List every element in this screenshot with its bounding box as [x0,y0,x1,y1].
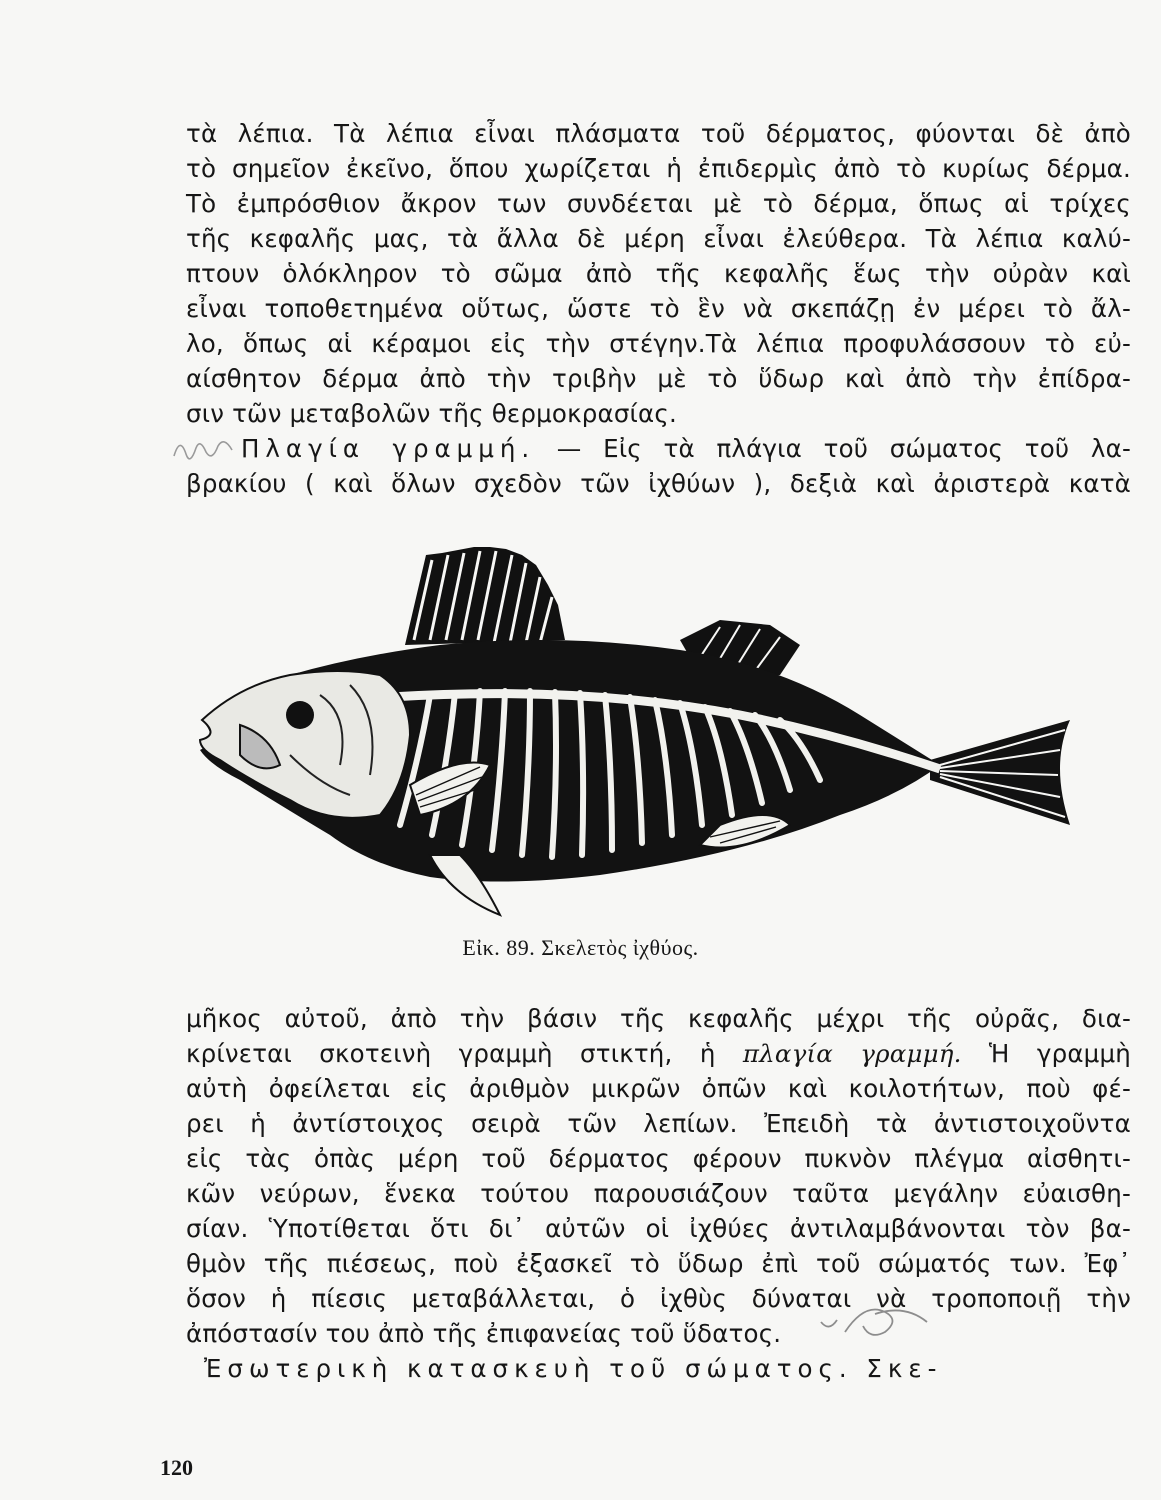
page-number: 120 [160,1455,193,1480]
text-line: ὅσον ἡ πίεσις μεταβάλλεται, ὁ ἰχθὺς δύναται νὰ τροποποιῇ τὴν [186,1284,1131,1313]
heading-internal-structure: Ἐσωτερικὴ κατασκευὴ τοῦ σώματος. [204,1354,853,1383]
text-line: τὰ λέπια. Τὰ λέπια εἶναι πλάσματα τοῦ δέρματος, φύονται δὲ ἀπὸ [186,119,1131,148]
text-line: θμὸν τῆς πιέσεως, ποὺ ἐξασκεῖ τὸ ὕδωρ ἐπὶ τοῦ σώματός των. Ἐφ᾽ [186,1249,1131,1278]
text-line: ρει ἡ ἀντίστοιχος σειρὰ τῶν λεπίων. Ἐπειδὴ τὰ ἀντιστοιχοῦντα [186,1109,1131,1138]
figure-caption: Εἰκ. 89. Σκελετὸς ἰχθύος. [462,935,699,960]
text-fragment: — Εἰς τὰ πλάγια τοῦ σώματος τοῦ λα- [535,434,1131,463]
text-line: λο, ὅπως αἱ κέραμοι εἰς τὴν στέγην.Τὰ λέπια προφυλάσσουν τὸ εὐ- [186,329,1131,358]
text-fragment: Σκε- [852,1354,943,1383]
emphasis-term: πλαγία γραμμή. [742,1039,962,1068]
text-line: ἀπόστασίν του ἀπὸ τῆς ἐπιφανείας τοῦ ὕδατος. [186,1319,782,1348]
text-line: σιν τῶν μεταβολῶν τῆς θερμοκρασίας. [186,399,677,428]
pencil-scribble [815,1292,935,1352]
handwritten-scribble [170,426,245,471]
text-line: εἶναι τοποθετημένα οὕτως, ὥστε τὸ ἓν νὰ σκεπάζῃ ἐν μέρει τὸ ἄλ- [186,294,1131,323]
text-line: αίσθητον δέρμα ἀπὸ τὴν τριβὴν μὲ τὸ ὕδωρ καὶ ἀπὸ τὴν ἐπίδρα- [186,364,1131,393]
fish-skeleton-illustration [180,525,1080,935]
text-fragment: Ἡ γραμμὴ [961,1039,1131,1068]
text-line: Τὸ ἐμπρόσθιον ἄκρον των συνδέεται μὲ τὸ δέρμα, ὅπως αἱ τρίχες [186,189,1131,218]
text-line: μῆκος αὐτοῦ, ἀπὸ τὴν βάσιν τῆς κεφαλῆς μέχρι τῆς οὐρᾶς, δια- [186,1004,1131,1033]
heading-lateral-line: Πλαγία γραμμή. [241,434,536,463]
text-line: σίαν. Ὑποτίθεται ὅτι δι᾽ αὐτῶν οἱ ἰχθύες ἀντιλαμβάνονται τὸν βα- [186,1214,1131,1243]
text-line [186,1036,1131,1071]
text-line: τῆς κεφαλῆς μας, τὰ ἄλλα δὲ μέρη εἶναι ἐλεύθερα. Τὰ λέπια καλύ- [186,224,1131,253]
lateral-line-paragraph-start [186,431,1131,466]
paragraph-lateral-line [186,1001,1131,1386]
text-line: αὐτὴ ὀφείλεται εἰς ἀριθμὸν μικρῶν ὀπῶν καὶ κοιλοτήτων, ποὺ φέ- [186,1074,1131,1103]
text-line: τὸ σημεῖον ἐκεῖνο, ὅπου χωρίζεται ἡ ἐπιδερμὶς ἀπὸ τὸ κυρίως δέρμα. [186,154,1131,183]
text-fragment: κρίνεται σκοτεινὴ γραμμὴ στικτή, ἡ [186,1039,743,1068]
text-line: εἰς τὰς ὀπὰς μέρη τοῦ δέρματος φέρουν πυκνὸν πλέγμα αἰσθητι- [186,1144,1131,1173]
internal-structure-paragraph-start [186,1351,1131,1386]
text-line: βρακίου ( καὶ ὅλων σχεδὸν τῶν ἰχθύων ), δεξιὰ καὶ ἀριστερὰ κατὰ [186,469,1131,498]
paragraph-scales [186,116,1131,501]
text-line: κῶν νεύρων, ἕνεκα τούτου παρουσιάζουν ταῦτα μεγάλην εὐαισθη- [186,1179,1131,1208]
text-line: πτουν ὁλόκληρον τὸ σῶμα ἀπὸ τῆς κεφαλῆς ἕως τὴν οὐρὰν καὶ [186,259,1131,288]
